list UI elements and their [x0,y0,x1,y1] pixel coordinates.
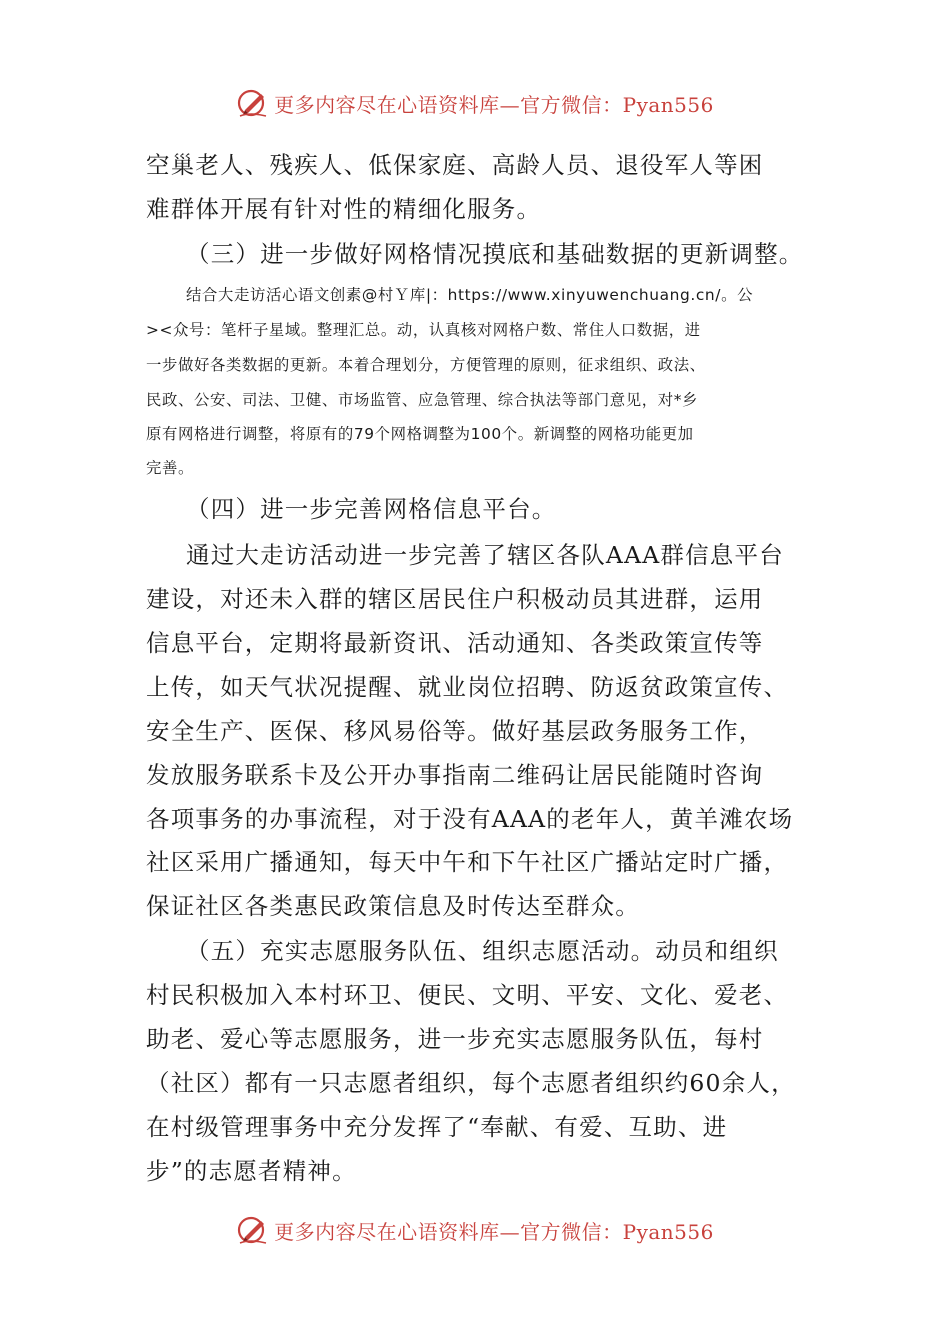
bottom-watermark-banner [0,1210,950,1250]
paragraph-line-small: 完善。 [146,459,194,477]
pen-logo-icon [236,86,270,120]
paragraph-line: 发放服务联系卡及公开办事指南二维码让居民能随时咨询 [146,761,764,789]
paragraph-line: 上传，如天气状况提醒、就业岗位招聘、防返贫政策宣传、 [146,673,789,701]
paragraph-line-small: 原有网格进行调整，将原有的79个网格调整为100个。新调整的网格功能更加 [146,425,694,443]
section-heading-4: （四）进一步完善网格信息平台。 [186,495,557,523]
paragraph-line: 在村级管理事务中充分发挥了“奉献、有爱、互助、进 [146,1113,728,1141]
paragraph-line: （五）充实志愿服务队伍、组织志愿活动。动员和组织 [186,937,779,965]
paragraph-line-small: ><众号：笔杆子星域。整理汇总。动，认真核对网格户数、常住人口数据，进 [146,321,701,339]
paragraph-line-small: 民政、公安、司法、卫健、市场监管、应急管理、综合执法等部门意见，对*乡 [146,391,698,409]
paragraph-line: 助老、爱心等志愿服务，进一步充实志愿服务队伍，每村 [146,1025,764,1053]
paragraph-line: 社区采用广播通知，每天中午和下午社区广播站定时广播， [146,848,789,876]
paragraph-line: 信息平台，定期将最新资讯、活动通知、各类政策宣传等 [146,629,764,657]
paragraph-line: 通过大走访活动进一步完善了辖区各队AAA群信息平台 [186,541,784,569]
banner-text: 更多内容尽在心语资料库—官方微信：Pyan556 [274,92,714,117]
paragraph-line: 安全生产、医保、移风易俗等。做好基层政务服务工作， [146,717,764,745]
pen-logo-icon [236,1213,270,1247]
section-heading-3: （三）进一步做好网格情况摸底和基础数据的更新调整。 [186,240,804,268]
paragraph-line-small: 结合大走访活心语文创素@村Ｙ库|：https://www.xinyuwenchuang.cn/。公 [186,286,754,304]
paragraph-line: 村民积极加入本村环卫、便民、文明、平安、文化、爱老、 [146,981,789,1009]
paragraph-line: 难群体开展有针对性的精细化服务。 [146,195,542,223]
paragraph-line: 空巢老人、残疾人、低保家庭、高龄人员、退役军人等困 [146,151,764,179]
paragraph-line: （社区）都有一只志愿者组织，每个志愿者组织约60余人， [146,1069,796,1097]
banner-text: 更多内容尽在心语资料库—官方微信：Pyan556 [274,1219,714,1244]
paragraph-line: 步”的志愿者精神。 [146,1157,357,1185]
paragraph-line: 保证社区各类惠民政策信息及时传达至群众。 [146,892,640,920]
top-watermark-banner [0,83,950,123]
paragraph-line-small: 一步做好各类数据的更新。本着合理划分，方便管理的原则，征求组织、政法、 [146,356,706,374]
paragraph-line: 建设，对还未入群的辖区居民住户积极动员其进群，运用 [146,585,764,613]
paragraph-line: 各项事务的办事流程，对于没有AAA的老年人，黄羊滩农场 [146,805,794,833]
